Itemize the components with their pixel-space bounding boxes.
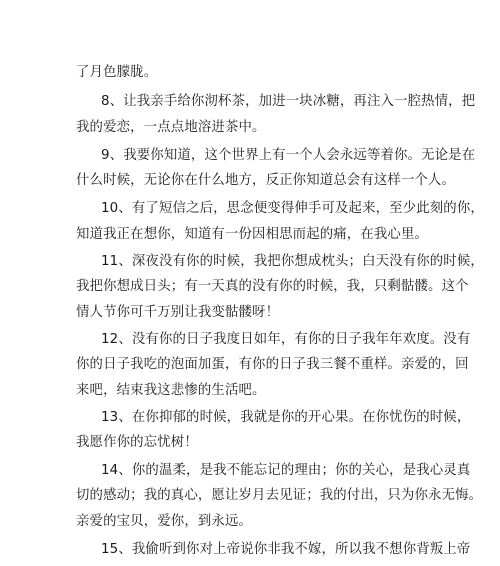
- text-line: 9、我要你知道，这个世界上有一个人会永远等着你。无论是在: [101, 148, 476, 163]
- text-line: 12、没有你的日子我度日如年，有你的日子我年年欢度。没有: [101, 332, 471, 347]
- text-line: 11、深夜没有你的时候，我把你想成枕头；白天没有你的时候，: [101, 254, 484, 269]
- text-line: 8、让我亲手给你沏杯茶，加进一块冰糖，再注入一腔热情，把: [101, 94, 476, 109]
- text-line: 切的感动；我的真心，愿让岁月去见证；我的付出，只为你永无悔。: [76, 488, 483, 503]
- text-line: 10、有了短信之后，思念便变得伸手可及起来，至少此刻的你，: [101, 201, 484, 216]
- text-line: 什么时候，无论你在什么地方，反正你知道总会有这样一个人。: [76, 173, 456, 188]
- text-line: 15、我偷听到你对上帝说你非我不嫁，所以我不想你背叛上帝: [101, 542, 471, 557]
- text-line: 了月色朦胧。: [76, 65, 158, 80]
- text-line: 13、在你抑郁的时候，我就是你的开心果。在你忧伤的时候，: [101, 410, 471, 425]
- text-line: 我愿作你的忘忧树！: [76, 435, 198, 450]
- text-line: 我的爱恋，一点点地溶进茶中。: [76, 120, 266, 135]
- text-line: 知道我正在想你，知道有一份因相思而起的痛，在我心里。: [76, 227, 429, 242]
- text-line: 你的日子我吃的泡面加蛋，有你的日子我三餐不重样。亲爱的，回: [76, 357, 469, 372]
- text-line: 来吧，结束我这悲惨的生活吧。: [76, 383, 266, 398]
- text-line: 我把你想成日头；有一天真的没有你的时候，我，只剩骷髅。这个: [76, 279, 469, 294]
- text-line: 情人节你可千万别让我变骷髅呀！: [76, 305, 280, 320]
- text-line: 亲爱的宝贝，爱你，到永远。: [76, 514, 253, 529]
- text-line: 14、你的温柔，是我不能忘记的理由；你的关心，是我心灵真: [101, 463, 471, 478]
